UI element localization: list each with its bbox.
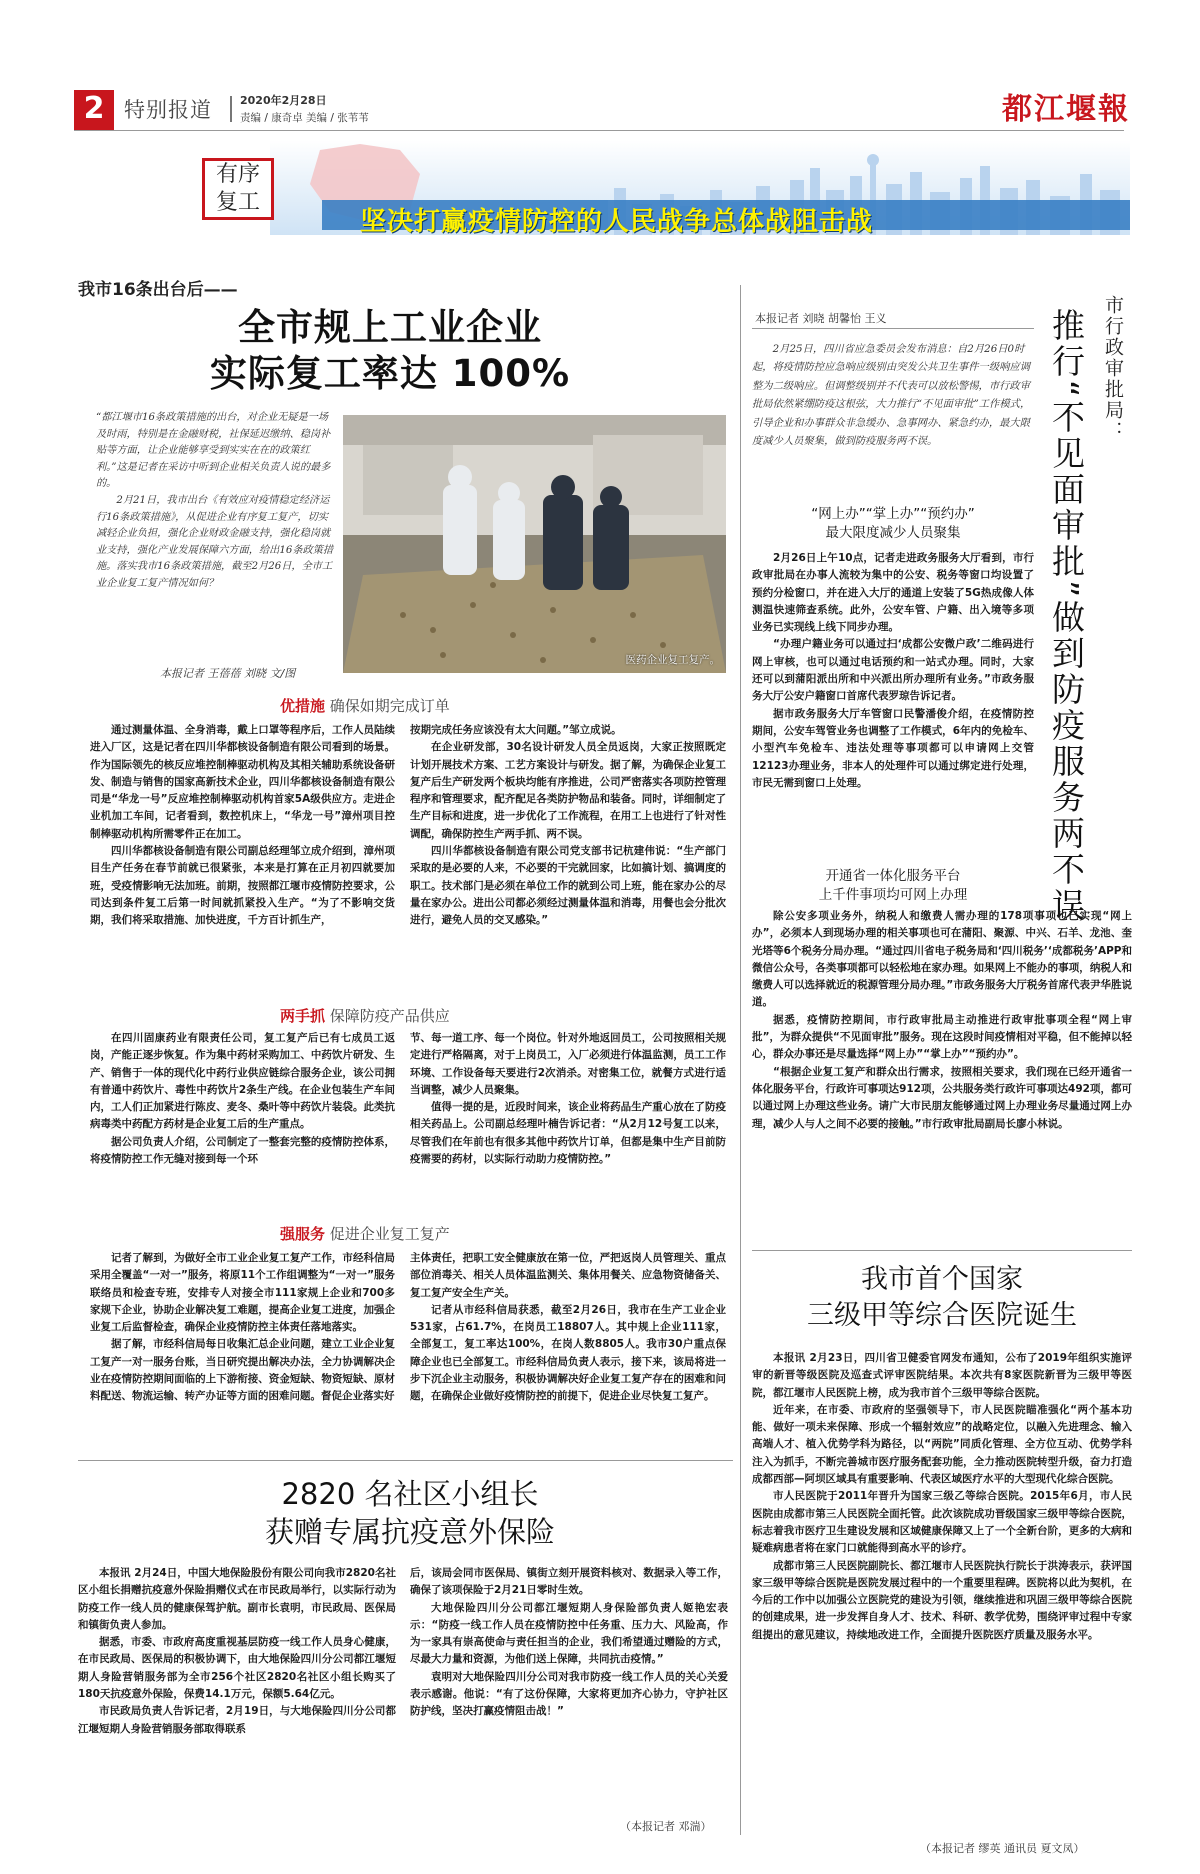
newspaper-logo: 都江堰報 [1002,92,1130,127]
a4-p3: 市人民医院于2011年晋升为国家三级乙等综合医院。2015年6月，市人民医院由成都市第三人民医院全面托管。此次该院成功晋级国家三级甲等综合医院，标志着我市医疗卫生建设发展和区域健康保障又上了一个全新台阶，更多的大病和疑难病患者将在家门口就能得到高水平的诊疗。 [752,1490,1132,1555]
a2-col2-p3: 袁明对大地保险四川分公司对我市防疫一线工作人员的关心关爱表示感谢。他说：“有了这份保障，大家将更加齐心协力，守护社区防护线，坚决打赢疫情阻击战！” [410,1670,728,1718]
a3-byline-rule [752,328,1034,329]
a2-col2-p2: 大地保险四川分公司都江堰短期人身保险部负责人姬艳宏表示：“防疫一线工作人员在疫情防控中任务重、压力大、风险高，作为一家具有崇高使命与责任担当的企业，我们希望通过赠险的方式，尽最大力量和资源，为他们送上保障，共同抗击疫情。” [410,1601,728,1666]
a3-sub2-p3: “根据企业复工复产和群众出行需求，按照相关要求，我们现在已经开通省一体化服务平台，行政许可事项达912项，公共服务类行政许可事项达492项，都可以通过网上办理这些业务。请广大市民朋友能够通过网上办理业务尽量通过网上办理，减少人与人之间不必要的接触。”市行政审批局副局长廖小林说。 [752,1065,1132,1130]
sec2-col2 [410,1030,726,1168]
sec3-col2 [410,1250,726,1406]
a4-p2: 近年来，在市委、市政府的坚强领导下，市人民医院瞄准强化“两个基本功能、做好一项未来保障、形成一个辐射效应”的战略定位，以融入先进理念、输入高端人才、植入优势学科为路径，以“两院”同质化管理、全方位互动、优势学科注入为抓手，不断完善城市医疗服务配套功能，全力推动医院转型升级，奋力打造成都西部—阿坝区域具有重要影响、代表区域医疗水平的大型现代化综合医院。 [752,1403,1132,1486]
a3-sub1-line-2: 最大限度减少人员聚集 [825,525,961,541]
sec3-col2-p1: 主体责任，把职工安全健康放在第一位，严把返岗人员管理关、重点部位消毒关、相关人员体温监测关、集体用餐关、应急物资储备关、复工复产安全生产关。 [410,1252,726,1299]
a3-sub1-p2: “办理户籍业务可以通过扫‘成都公安微户政’二维码进行网上审核，也可以通过电话预约和一站式办理。同时，大家还可以到蒲阳派出所和中兴派出所办理所有业务。”市政务服务大厅公安户籍窗口首席代表罗琼告诉记者。 [752,638,1034,703]
sec2-col1 [90,1030,395,1168]
sec1-col1-p2: 四川华都核设备制造有限公司副总经理邹立成介绍到，漳州项目生产任务在春节前就已很紧张，本来是打算在正月初四就要加班，受疫情影响无法加班。前期，按照都江堰市疫情防控要求，公司达到条件复工后第一时间就抓紧投入生产。“为了不影响交货期，我们将采取措施、加快进度，千方百计抓生产， [90,845,395,927]
sec1-heading-rest: 确保如期完成订单 [329,697,450,715]
badge-line-2: 复工 [215,190,260,215]
a2-headline-line-1: 2820 名社区小组长 [281,1477,539,1511]
sec3-col2-p2: 记者从市经科信局获悉，截至2月26日，我市在生产工业企业531家，占61.7%，在岗员工18807人。其中规上企业111家，全部复工，复工率达100%，在岗人数8805人。我市30户重点保障企业也已全部复工。市经科信局负责人表示，接下来，该局将进一步下沉企业主动服务，积极协调解决好企业复工复产存在的困难和问题，在确保企业做好疫情防控的前提下，促进企业尽快复工复产。 [410,1303,726,1403]
page-number: 2 [74,90,114,130]
a3-byline: 本报记者 刘晓 胡馨怡 王义 [755,312,887,325]
a3-sub1-p3: 据市政务服务大厅车管窗口民警潘俊介绍，在疫情防控期间，公安车驾管业务也调整了工作模式，6年内的免检车、小型汽车免检车、违法处理等事项都可以申请网上交管12123办理业务，非本人的处理件可以通过绑定进行处理，市民无需到窗口上处理。 [752,707,1034,789]
a3-sub2-line-2: 上千件事项均可网上办理 [818,887,968,903]
a3-sub2-body [752,908,1132,1133]
a2-col1-p3: 市民政局负责人告诉记者，2月19日，与大地保险四川分公司都江堰短期人身险营销服务部取得联系 [78,1705,396,1735]
a3-sub2-p2: 据悉，疫情防控期间，市行政审批局主动推进行政审批事项全程“网上审批”，为群众提供“不见面审批”服务。现在这段时间疫情相对平稳，但不能掉以轻心，群众办事还是尽量选择“网上办”“掌上办”“预约办”。 [752,1013,1132,1061]
a4-headline-line-1: 我市首个国家 [861,1264,1023,1295]
headline-line-1: 全市规上工业企业 [238,306,542,349]
a4-byline: （本报记者 缪英 通讯员 夏文凤） [920,1842,1085,1855]
header-rule [74,130,1124,131]
banner [170,140,1130,235]
article1-headline [180,305,600,397]
photo-caption: 医药企业复工复产。 [625,654,720,666]
sec1-col2-p3: 四川华都核设备制造有限公司党支部书记杭建伟说：“生产部门采取的是必要的人来，不必要的干完就回家，比如搞计划、搞调度的职工。技术部门是必须在单位工作的就到公司上班，能在家办公的尽量在家办公。进出公司都必须经过测量体温和消毒，用餐也会分批次进行，避免人员的交叉感染。” [410,845,726,927]
sec1-col2-p2: 在企业研发部，30名设计研发人员全员返岗，大家正按照既定计划开展技术方案、工艺方案设计与研发。据了解，为确保企业复工复产后生产研发两个板块均能有序推进，公司严密落实各项防控管理程序和管理要求，配齐配足各类防护物品和装备。同时，详细制定了生产目标和进度，进一步优化了工作流程，在用工上也进行了针对性调配，确保防控生产两手抓、两不误。 [410,741,726,840]
a3-headline-main: 推行“不见面审批”做到防疫服务两不误 [1047,308,1086,925]
sec2-col1-p2: 据公司负责人介绍，公司制定了一整套完整的疫情防控体系，将疫情防控工作无缝对接到每一个环 [90,1135,395,1166]
a2-col1-p2: 据悉，市委、市政府高度重视基层防疫一线工作人员身心健康，在市民政局、医保局的积极协调下，由大地保险四川分公司都江堰短期人身险营销服务部为全市256个社区2820名社区小组长购买了180天抗疫意外保险，保费14.1万元，保额5.64亿元。 [78,1636,396,1701]
a2-headline-line-2: 获赠专属抗疫意外保险 [264,1515,555,1549]
factory-photo [343,415,726,673]
article-divider-left [78,1460,733,1461]
a2-col1 [78,1565,396,1738]
a3-sub2-p1: 除公安多项业务外，纳税人和缴费人需办理的178项事项也已实现“网上办”，必须本人到现场办理的相关事项也可在蒲阳、聚源、中兴、石羊、龙池、奎光塔等6个税务分局办理。“通过四川省电子税务局和‘四川税务’‘成都税务’APP和微信公众号，各类事项都可以轻松地在家办理。如果网上不能办的事项，纳税人和缴费人可以选择就近的税源管理分局办理。”市政务服务大厅税务首席代表尹华胜说道。 [752,910,1132,1009]
a3-sub2 [752,867,1034,905]
sec2-col2-p1: 节、每一道工序、每一个岗位。针对外地返回员工，公司按照相关规定进行严格隔离，对于上岗员工，入厂必须进行体温监测，员工工作环境、工作设备每天要进行2次消杀。对密集工位，就餐方式进行适当调整，减少人员聚集。 [410,1032,726,1096]
section-name: 特别报道 [124,98,212,122]
sec1-heading [280,695,450,716]
sec2-col1-p1: 在四川固康药业有限责任公司，复工复产后已有七成员工返岗，产能正逐步恢复。作为集中药材采购加工、中药饮片研发、生产、销售于一体的现代化中药行业供应链综合服务企业，该公司拥有普通中药饮片、毒性中药饮片2条生产线。在企业包装生产车间内，工人们正加紧进行陈皮、麦冬、桑叶等中药饮片装袋。此类抗病毒类中药配方药材是企业复工后的生产重点。 [90,1032,395,1131]
a4-p1: 本报讯 2月23日，四川省卫健委官网发布通知，公布了2019年组织实施评审的新晋等级医院及巡查式评审医院结果。本次共有8家医院新晋为三级甲等医院，都江堰市人民医院上榜，成为我市首个三级甲等综合医院。 [752,1352,1132,1399]
sec3-heading-key: 强服务 [280,1225,326,1243]
sec1-col1-p1: 通过测量体温、全身消毒，戴上口罩等程序后，工作人员陆续进入厂区，这是记者在四川华都核设备制造有限公司看到的场景。作为国际领先的核反应堆控制棒驱动机构及其相关辅助系统设备研发、制造与销售的国家高新技术企业，四川华都核设备制造有限公司是“华龙一号”反应堆控制棒驱动机构首家5A级供应方。走进企业机加工车间，记者看到，数控机床上，“华龙一号”漳州项目控制棒驱动机构所需零件正在加工。 [90,724,395,840]
a3-sub1-line-1: “网上办”“掌上办”“预约办” [811,506,975,522]
a4-headline-line-2: 三级甲等综合医院诞生 [807,1300,1077,1331]
a4-p4: 成都市第三人民医院副院长、都江堰市人民医院执行院长于洪涛表示，获评国家三级甲等综合医院是医院发展过程中的一个重要里程碑。医院将以此为契机，在今后的工作中以加强公立医院党的建设为引领，继续推进和巩固三级甲等综合医院的创建成果，进一步发挥自身人才、技术、科研、教学优势，围绕评审过程中专家组提出的意见建议，持续地改进工作，全面提升医院医疗质量及服务水平。 [752,1559,1132,1641]
article1-kicker: 我市16条出台后—— [78,280,238,300]
sec2-heading [280,1005,450,1026]
article1-lead: “都江堰市16条政策措施的出台，对企业无疑是一场及时雨，特别是在金融财税，社保延迟缴纳、稳岗补贴等方面，让企业能够享受到实实在在的政策红利。”这是记者在采访中听到企业相关负责人说的最多的。 2月21日，我市出台《有效应对疫情稳定经济运行16条政策措施》，从促进企业有序复工复产，切实减轻企业负担，强化企业财政金融支持，强化稳岗就业支持，强化产业发展保障六方面，给出16条政策措施。落实我市16条政策措施，截至2月26日，全市工业企业复工复产情况如何？ [96,412,334,589]
sec1-col2 [410,722,726,930]
article2-headline [90,1475,730,1551]
sec2-heading-key: 两手抓 [280,1007,326,1025]
sec2-heading-rest: 保障防疫产品供应 [329,1007,450,1025]
sec3-col1-p1: 记者了解到，为做好全市工业企业复工复产工作，市经科信局采用全覆盖“一对一”服务，将原11个工作组调整为“一对一”服务联络员和检查专班，安排专人对接全市111家规上企业和700多家规下企业，协助企业解决复工难题，提高企业复工进度，加强企业复工后监督检查，确保企业疫情防控主体责任落地落实。 [90,1252,395,1334]
a2-byline: （本报记者 邓湍） [620,1820,712,1833]
sec3-col1 [90,1250,395,1406]
sec3-col1-p2: 据了解，市经科信局每日收集汇总企业问题，建立工业企业复工复产一对一服务台账，当日研究提出解决办法，全力协调解决企业在疫情防控期间面临的上下游衔接、资金短缺、物资短缺、原材料配送、物流运输、转产办证等方面的困难问题。督促企业落实好 [90,1338,395,1403]
a4-headline [752,1262,1132,1334]
a3-sub2-line-1: 开通省一体化服务平台 [825,868,961,884]
sec1-heading-key: 优措施 [280,697,326,715]
a3-lead: 2月25日，四川省应急委员会发布消息：自2月26日0时起，将疫情防控应急响应级别由突发公共卫生事件一级响应调整为二级响应。但调整级别并不代表可以放松警惕，市行政审批局依然紧绷防疫这根弦，大力推行“不见面审批”工作模式，引导企业和办事群众非急缓办、急事网办、紧急约办，最大限度减少人员聚集，做到防疫服务两不误。 [752,343,1031,448]
header-divider [230,96,232,122]
banner-badge [202,158,274,220]
headline-line-2: 实际复工率达 100% [209,352,571,395]
a3-sub1 [752,505,1034,543]
sec1-col2-p1: 按期完成任务应该没有太大问题。”邹立成说。 [410,724,622,736]
sec3-heading-rest: 促进企业复工复产 [329,1225,450,1243]
sec3-heading [280,1223,450,1244]
article1-byline: 本报记者 王蓓蓓 刘晓 文/图 [160,667,296,680]
sec2-col2-p2: 值得一提的是，近段时间来，该企业将药品生产重心放在了防疫相关药品上。公司副总经理叶楠告诉记者：“从2月12号复工以来，尽管我们在年前也有很多其他中药饮片订单，但都是集中生产目前防疫需要的药材，以实际行动助力疫情防控。” [410,1101,726,1166]
photo-illustration [343,415,726,673]
column-divider [740,285,741,1835]
badge-line-1: 有序 [215,162,260,187]
issue-date: 2020年2月28日 [240,94,327,107]
sec1-col1 [90,722,395,930]
banner-title: 坚决打赢疫情防控的人民战争总体战阻击战 [360,207,874,237]
a2-col2 [410,1565,728,1721]
article-divider-right [752,1250,1132,1251]
a4-body [752,1350,1132,1644]
a3-sub1-p1: 2月26日上午10点，记者走进政务服务大厅看到，市行政审批局在办事人流较为集中的公安、税务等窗口均设置了预约分检窗口，并在进入大厅的通道上安装了5G热成像人体测温快速筛查系统。此外，公安车管、户籍、出入境等多项业务已实现线上线下同步办理。 [752,552,1034,634]
a3-sub1-body [752,550,1034,792]
a2-col2-p1: 后，该局会同市医保局、镇街立刻开展资料核对、数据录入等工作，确保了该项保险于2月21日零时生效。 [410,1567,728,1597]
a3-headline-side: 市行政审批局： [1102,295,1124,442]
a2-col1-p1: 本报讯 2月24日，中国大地保险股份有限公司向我市2820名社区小组长捐赠抗疫意外保险捐赠仪式在市民政局举行，以实际行动为防疫工作一线人员的健康保驾护航。副市长袁明，市民政局、医保局和镇街负责人参加。 [78,1567,396,1631]
editor-credit: 责编 / 康奇卓 美编 / 张苇苇 [240,112,369,124]
